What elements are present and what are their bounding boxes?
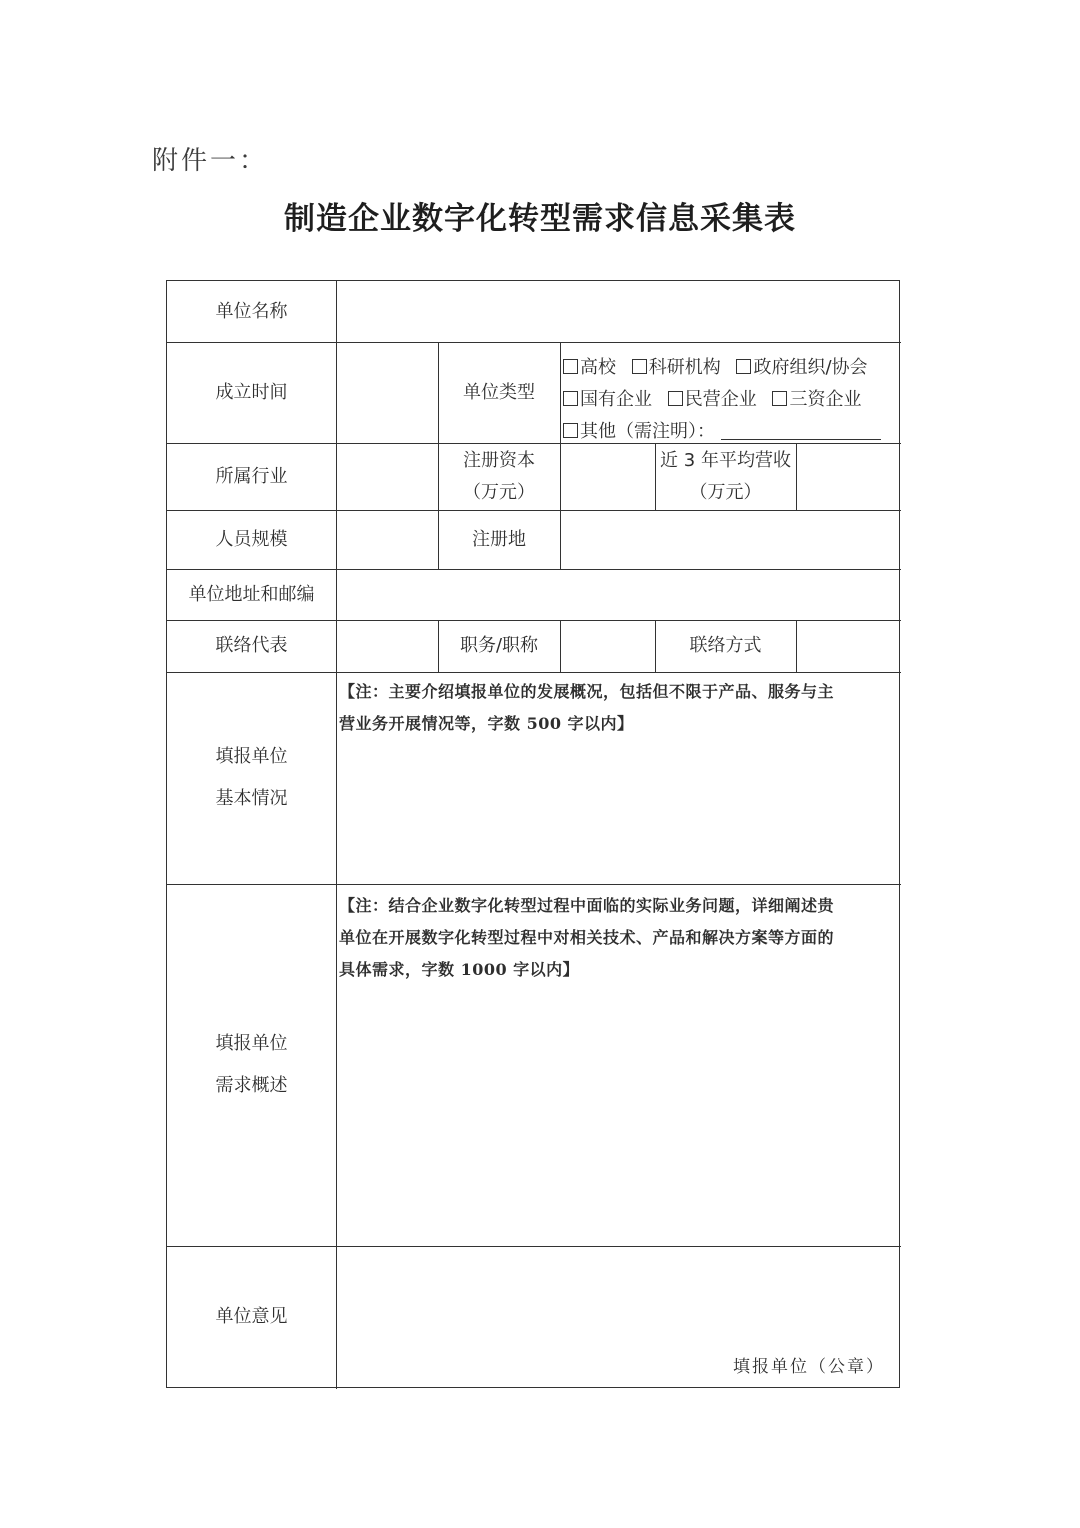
label-established: 成立时间 — [215, 381, 288, 403]
option-gov-association[interactable]: 政府组织/协会 — [736, 357, 867, 378]
form-title: 制造企业数字化转型需求信息采集表 — [284, 201, 796, 237]
established-field[interactable] — [337, 342, 438, 443]
label-reg-capital: 注册资本 （万元） — [463, 449, 535, 503]
checkbox-icon — [736, 359, 751, 374]
demand-note-line1: 【注：结合企业数字化转型过程中面临的实际业务问题，详细阐述贵 — [339, 896, 835, 915]
option-other[interactable]: 其他（需注明）： — [563, 421, 715, 442]
checkbox-icon — [772, 391, 787, 406]
contact-info-field[interactable] — [796, 620, 901, 672]
label-avg-revenue: 近 3 年平均营收 （万元） — [660, 449, 791, 503]
label-staff-size: 人员规模 — [215, 528, 288, 550]
option-foreign-invested[interactable]: 三资企业 — [772, 389, 861, 410]
label-address: 单位地址和邮编 — [188, 583, 315, 605]
reg-capital-field[interactable] — [560, 443, 655, 510]
reg-place-field[interactable] — [560, 510, 901, 569]
label-basic-info: 填报单位 基本情况 — [215, 746, 288, 809]
unit-name-field[interactable] — [337, 281, 901, 342]
option-private[interactable]: 民营企业 — [668, 389, 757, 410]
info-collection-table — [166, 280, 900, 1388]
basic-info-note-line2: 营业务开展情况等，字数 500 字以内】 — [339, 714, 634, 733]
other-blank-field[interactable] — [721, 425, 881, 440]
industry-field[interactable] — [337, 443, 438, 510]
label-contact-info: 联络方式 — [689, 635, 762, 656]
demand-note-line3: 具体需求，字数 1000 字以内】 — [339, 960, 580, 979]
attachment-label: 附件一： — [152, 146, 269, 176]
label-unit-name: 单位名称 — [215, 300, 288, 322]
checkbox-icon — [563, 391, 578, 406]
staff-size-field[interactable] — [337, 510, 438, 569]
checkbox-icon — [563, 359, 578, 374]
basic-info-note-line1: 【注：主要介绍填报单位的发展概况，包括但不限于产品、服务与主 — [339, 682, 835, 701]
checkbox-icon — [632, 359, 647, 374]
checkbox-icon — [563, 423, 578, 438]
label-contact-rep: 联络代表 — [215, 635, 288, 656]
label-industry: 所属行业 — [215, 465, 288, 487]
stamp-label: 填报单位（公章） — [733, 1357, 885, 1377]
avg-revenue-field[interactable] — [796, 443, 901, 510]
address-field[interactable] — [337, 569, 901, 620]
option-research-institute[interactable]: 科研机构 — [632, 357, 721, 378]
label-unit-type: 单位类型 — [463, 381, 535, 403]
option-university[interactable]: 高校 — [563, 357, 616, 378]
demand-field[interactable] — [337, 884, 901, 1246]
option-state-owned[interactable]: 国有企业 — [563, 389, 652, 410]
label-reg-place: 注册地 — [472, 528, 526, 550]
label-demand: 填报单位 需求概述 — [215, 1033, 288, 1096]
checkbox-icon — [668, 391, 683, 406]
opinion-field[interactable] — [337, 1246, 901, 1387]
label-position: 职务/职称 — [459, 635, 539, 656]
contact-rep-field[interactable] — [337, 620, 438, 672]
label-opinion: 单位意见 — [215, 1305, 288, 1327]
basic-info-field[interactable] — [337, 672, 901, 884]
position-field[interactable] — [560, 620, 655, 672]
demand-note-line2: 单位在开展数字化转型过程中对相关技术、产品和解决方案等方面的 — [339, 928, 835, 947]
